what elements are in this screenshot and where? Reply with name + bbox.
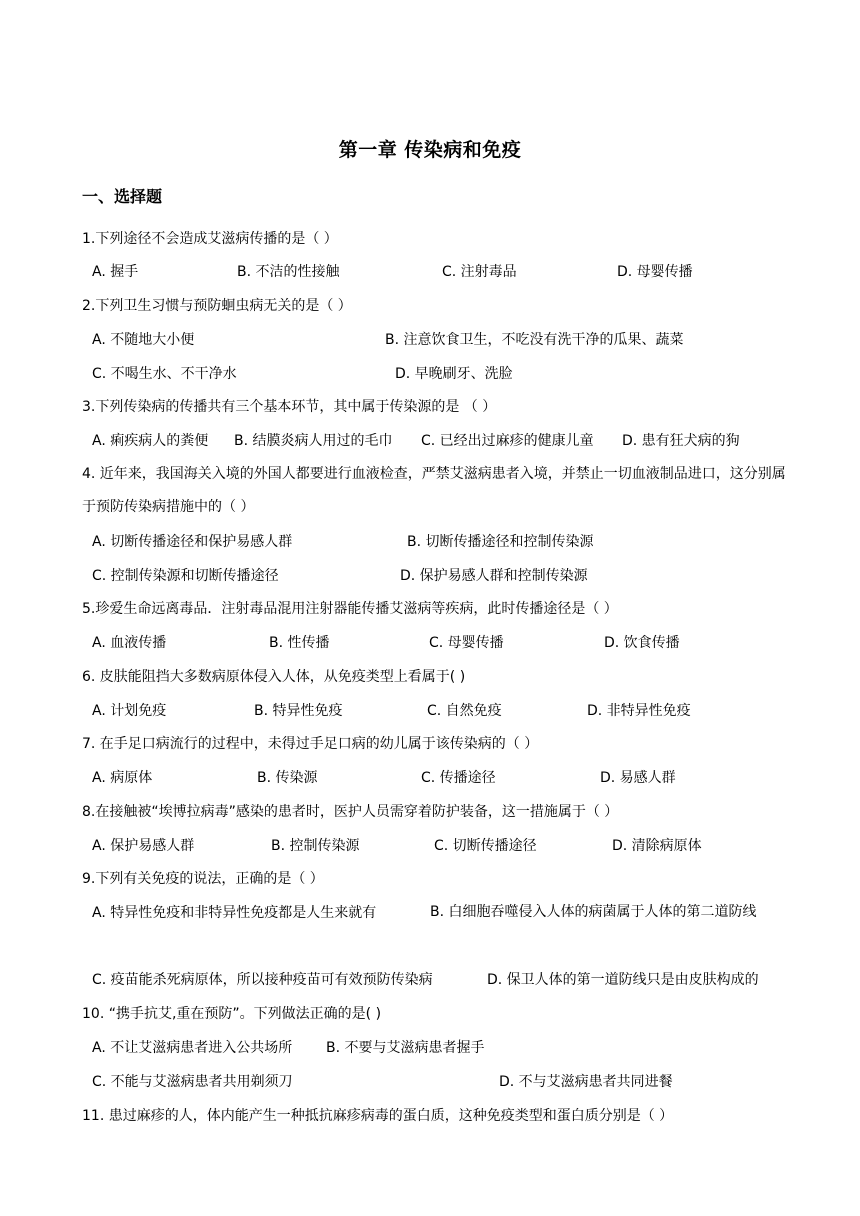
question-7-option-d[interactable]: D. 易感人群 xyxy=(600,770,676,786)
question-5-option-a[interactable]: A. 血液传播 xyxy=(92,635,167,651)
question-8-option-b[interactable]: B. 控制传染源 xyxy=(271,838,360,854)
question-4-stem: 4. 近年来，我国海关入境的外国人都要进行血液检查，严禁艾滋病患者入境，并禁止一切血液制品进口，这分别属于预防传染病措施中的（ ） xyxy=(82,466,786,515)
question-11-stem: 11. 患过麻疹的人，体内能产生一种抵抗麻疹病毒的蛋白质，这种免疫类型和蛋白质分别是（ ） xyxy=(82,1108,674,1124)
question-4-option-c[interactable]: C. 控制传染源和切断传播途径 xyxy=(92,568,279,584)
question-1-option-b[interactable]: B. 不洁的性接触 xyxy=(237,264,340,280)
question-5-option-c[interactable]: C. 母婴传播 xyxy=(429,635,504,651)
question-7-option-b[interactable]: B. 传染源 xyxy=(257,770,318,786)
question-7-option-a[interactable]: A. 病原体 xyxy=(92,770,153,786)
question-3-option-c[interactable]: C. 已经出过麻疹的健康儿童 xyxy=(421,433,594,449)
question-3-option-b[interactable]: B. 结膜炎病人用过的毛巾 xyxy=(234,433,393,449)
question-7-stem: 7. 在手足口病流行的过程中，未得过手足口病的幼儿属于该传染病的（ ） xyxy=(82,736,539,752)
question-6-option-d[interactable]: D. 非特异性免疫 xyxy=(587,703,691,719)
question-1-option-a[interactable]: A. 握手 xyxy=(92,264,139,280)
question-7-option-c[interactable]: C. 传播途径 xyxy=(421,770,496,786)
question-9-option-b[interactable]: B. 白细胞吞噬侵入人体的病菌属于人体的第二道防线 xyxy=(430,904,757,920)
question-8-option-d[interactable]: D. 清除病原体 xyxy=(612,838,702,854)
question-8-option-c[interactable]: C. 切断传播途径 xyxy=(434,838,537,854)
question-6-stem: 6. 皮肤能阻挡大多数病原体侵入人体，从免疫类型上看属于( ) xyxy=(82,669,466,685)
question-3-option-d[interactable]: D. 患有狂犬病的狗 xyxy=(622,433,740,449)
question-4-option-b[interactable]: B. 切断传播途径和控制传染源 xyxy=(407,534,594,550)
question-2-option-a[interactable]: A. 不随地大小便 xyxy=(92,332,195,348)
question-2-stem: 2.下列卫生习惯与预防蛔虫病无关的是（ ） xyxy=(82,298,352,314)
question-4-option-d[interactable]: D. 保护易感人群和控制传染源 xyxy=(400,568,588,584)
question-1-option-d[interactable]: D. 母婴传播 xyxy=(617,264,693,280)
question-5-option-d[interactable]: D. 饮食传播 xyxy=(604,635,680,651)
section-heading: 一、选择题 xyxy=(82,187,163,206)
question-5-option-b[interactable]: B. 性传播 xyxy=(269,635,330,651)
question-9-option-c[interactable]: C. 疫苗能杀死病原体，所以接种疫苗可有效预防传染病 xyxy=(92,972,433,988)
question-1-stem: 1.下列途径不会造成艾滋病传播的是（ ） xyxy=(82,231,338,247)
question-6-option-c[interactable]: C. 自然免疫 xyxy=(427,703,502,719)
question-2-option-b[interactable]: B. 注意饮食卫生，不吃没有洗干净的瓜果、蔬菜 xyxy=(385,332,684,348)
question-5-stem: 5.珍爱生命远离毒品．注射毒品混用注射器能传播艾滋病等疾病，此时传播途径是（ ） xyxy=(82,601,618,617)
question-10-option-b[interactable]: B. 不要与艾滋病患者握手 xyxy=(326,1040,485,1056)
question-10-stem: 10. “携手抗艾,重在预防”。下列做法正确的是( ) xyxy=(82,1006,382,1022)
question-8-stem: 8.在接触被“埃博拉病毒”感染的患者时，医护人员需穿着防护装备，这一措施属于（ ） xyxy=(82,804,619,820)
question-4-option-a[interactable]: A. 切断传播途径和保护易感人群 xyxy=(92,534,293,550)
question-9-stem: 9.下列有关免疫的说法，正确的是（ ） xyxy=(82,871,324,887)
question-3-option-a[interactable]: A. 痢疾病人的粪便 xyxy=(92,433,209,449)
question-8-option-a[interactable]: A. 保护易感人群 xyxy=(92,838,195,854)
question-2-option-d[interactable]: D. 早晚刷牙、洗脸 xyxy=(395,366,513,382)
page-title: 第一章 传染病和免疫 xyxy=(338,139,522,161)
question-9-option-d[interactable]: D. 保卫人体的第一道防线只是由皮肤构成的 xyxy=(487,972,759,988)
question-10-option-c[interactable]: C. 不能与艾滋病患者共用剃须刀 xyxy=(92,1074,293,1090)
question-2-option-c[interactable]: C. 不喝生水、不干净水 xyxy=(92,366,237,382)
question-6-option-b[interactable]: B. 特异性免疫 xyxy=(254,703,343,719)
question-3-stem: 3.下列传染病的传播共有三个基本环节，其中属于传染源的是 （ ） xyxy=(82,399,497,415)
question-10-option-a[interactable]: A. 不让艾滋病患者进入公共场所 xyxy=(92,1040,293,1056)
question-1-option-c[interactable]: C. 注射毒品 xyxy=(442,264,517,280)
question-6-option-a[interactable]: A. 计划免疫 xyxy=(92,703,167,719)
question-10-option-d[interactable]: D. 不与艾滋病患者共同进餐 xyxy=(499,1074,673,1090)
question-9-option-a[interactable]: A. 特异性免疫和非特异性免疫都是人生来就有 xyxy=(92,905,377,921)
